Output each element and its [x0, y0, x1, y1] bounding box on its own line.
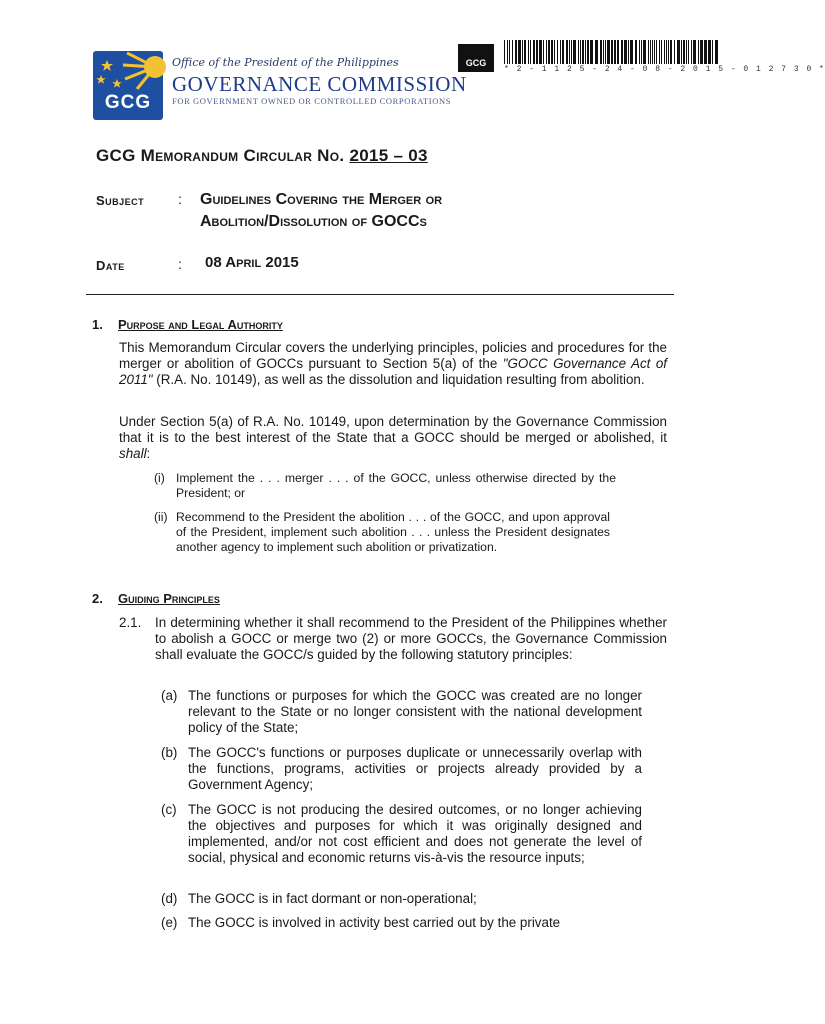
section-2-title: Guiding Principles	[118, 591, 220, 606]
commission-subtitle: FOR GOVERNMENT OWNED OR CONTROLLED CORPORATIONS	[172, 96, 452, 106]
office-of-president-line: Office of the President of the Philippines	[172, 56, 399, 69]
section-1-paragraph-1	[119, 340, 667, 388]
list-item-label: (i)	[154, 471, 165, 485]
memo-date: 08 April 2015	[205, 254, 299, 271]
section-1-number: 1.	[92, 317, 103, 332]
barcode-number: * 2 - 1 1 2 5 - 2 4 - 0 8 - 2 0 1 5 - 0 1 2 7 3 0 *	[504, 65, 825, 74]
principle-label: (e)	[161, 915, 178, 930]
principle-text: The functions or purposes for which the GOCC was created are no longer relevant to the State or no longer consistent with the national development policy of the State;	[188, 688, 642, 735]
principle-label: (c)	[161, 802, 177, 817]
principle-label: (a)	[161, 688, 178, 703]
logo-text: GCG	[104, 92, 152, 113]
subsection-text: In determining whether it shall recommend to the President of the Philippines whether to abolish a GOCC or merge two (2) or more GOCCs, the Governance Commission shall evaluate the GOCC/s guided by the following statutory principles:	[155, 615, 667, 662]
paragraph-text: :	[146, 446, 151, 461]
subject-line-1: Guidelines Covering the Merger or	[200, 191, 443, 208]
list-item-text: Implement the . . . merger . . . of the GOCC, unless otherwise directed by the President; or	[176, 471, 616, 500]
subject-text	[200, 189, 620, 233]
principle-text: The GOCC's functions or purposes duplicate or unnecessarily overlap with the functions, programs, activities or projects already provided by a Government Agency;	[188, 745, 642, 792]
principle-text: The GOCC is not producing the desired outcomes, or no longer achieving the objectives and purposes for which it was originally designed and implemented, and/or not cost efficient and does not generate the level of social, physical and economic returns vis-à-vis the resource inputs;	[188, 802, 642, 865]
paragraph-text: (R.A. No. 10149), as well as the dissolution and liquidation resulting from abolition.	[152, 372, 645, 387]
gcg-stamp: GCG	[458, 44, 494, 72]
section-1-title: Purpose and Legal Authority	[118, 317, 283, 332]
subject-colon: :	[178, 191, 182, 207]
subsection-label: 2.1.	[119, 615, 142, 630]
date-colon: :	[178, 256, 182, 272]
section-1-paragraph-2	[119, 414, 667, 462]
section-2-heading	[92, 591, 220, 606]
commission-name: GOVERNANCE COMMISSION	[172, 72, 467, 96]
date-label: Date	[96, 258, 125, 273]
header-divider	[86, 294, 674, 295]
paragraph-text: Under Section 5(a) of R.A. No. 10149, upon determination by the Governance Commission that it is to the best interest of the State that a GOCC should be merged or abolished, it	[119, 414, 667, 445]
memo-number: 2015 – 03	[349, 146, 428, 165]
gcg-logo	[93, 51, 163, 120]
section-1-heading	[92, 317, 283, 332]
list-item-text: Recommend to the President the abolition . . . of the GOCC, and upon approval of the President, implement such abolition . . . unless the President designates another agency to implement such abolition or privatization.	[176, 510, 610, 554]
section-2-number: 2.	[92, 591, 103, 606]
subject-line-2: Abolition/Dissolution of GOCCs	[200, 213, 427, 230]
principle-label: (b)	[161, 745, 178, 760]
principle-text: The GOCC is in fact dormant or non-operational;	[188, 891, 477, 906]
principle-text: The GOCC is involved in activity best carried out by the private	[188, 915, 561, 930]
memo-title	[96, 146, 428, 166]
paragraph-text: This Memorandum Circular covers the underlying principles, policies and procedures for the merger or abolition of GOCCs pursuant to Section 5(a) of the	[119, 340, 667, 371]
principle-label: (d)	[161, 891, 178, 906]
shall-emphasis: shall	[119, 446, 147, 461]
subject-label: Subject	[96, 193, 145, 208]
list-item-label: (ii)	[154, 510, 168, 524]
memo-title-text: GCG Memorandum Circular No.	[96, 146, 345, 165]
act-title: "GOCC Governance Act of 2011"	[119, 356, 667, 387]
barcode-icon	[504, 40, 720, 64]
